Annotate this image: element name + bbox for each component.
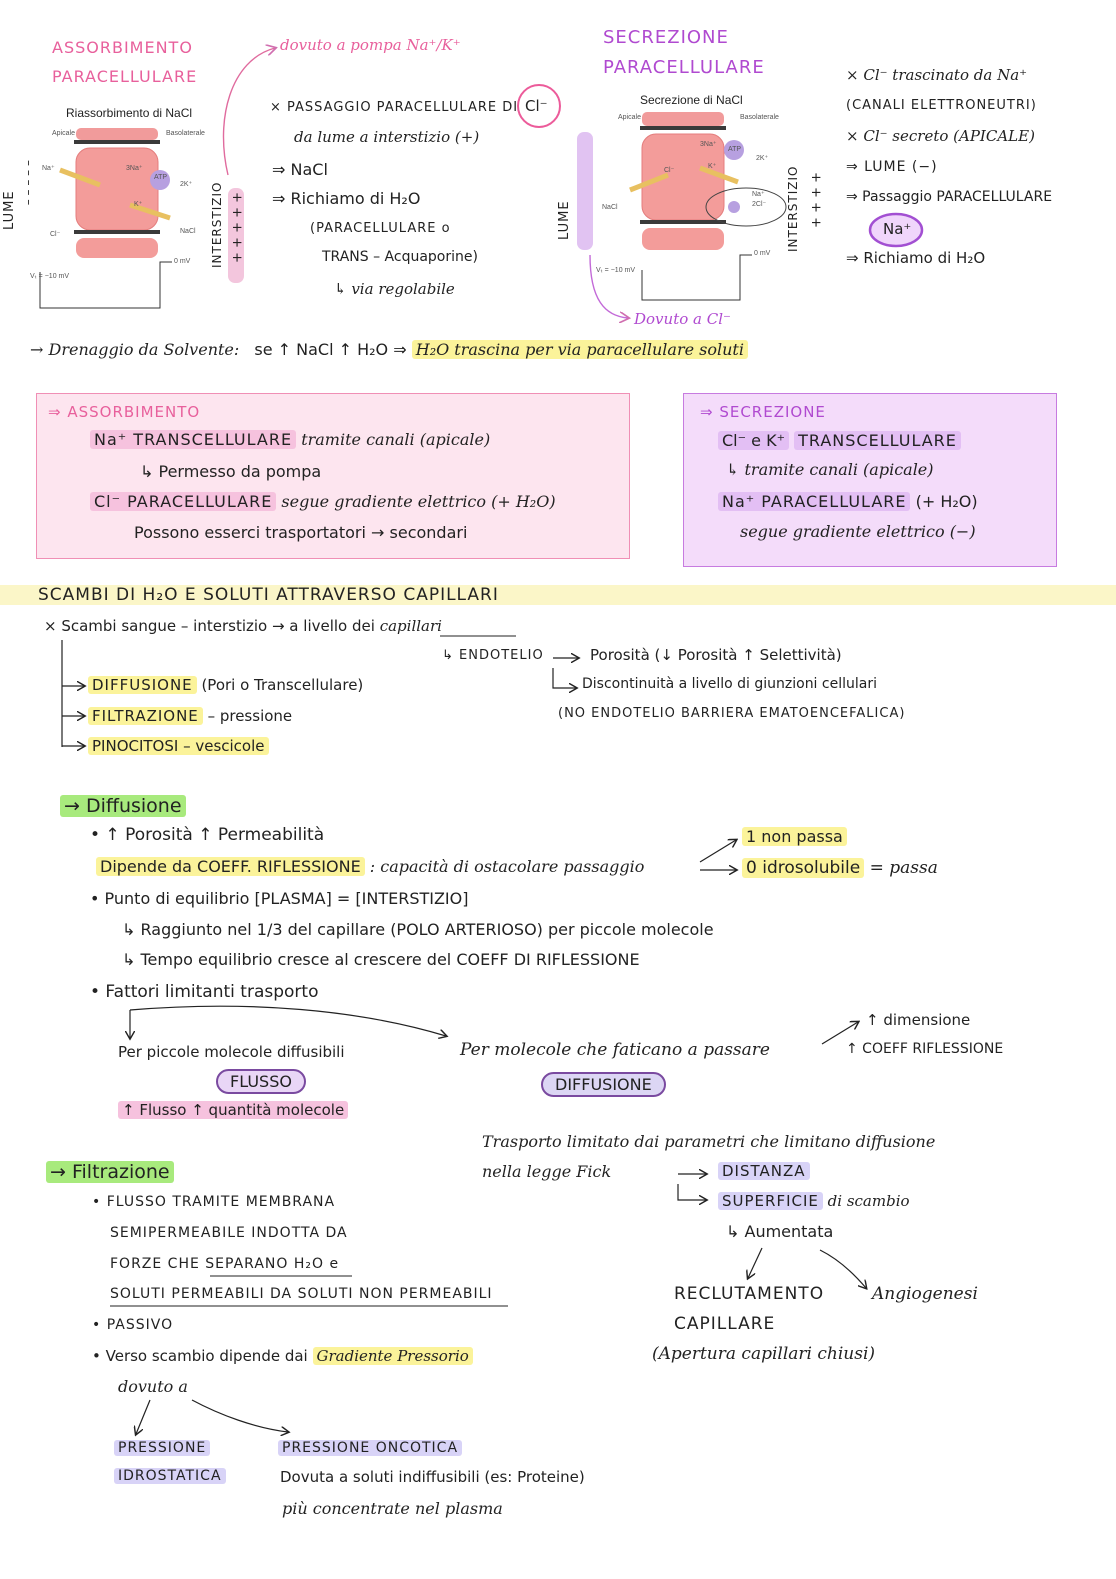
interstizio-label: INTERSTIZIO bbox=[210, 181, 224, 268]
scambi-diffusione-note: (Pori o Transcellulare) bbox=[201, 676, 364, 694]
box-sec-title: ⇒ SECREZIONE bbox=[700, 403, 826, 421]
scambi-endotelio: ↳ ENDOTELIO bbox=[442, 648, 544, 663]
box-sec-line-2: ↳ tramite canali (apicale) bbox=[726, 460, 934, 479]
sec-fig-atp: ATP bbox=[728, 146, 742, 153]
filtrazione-f3a: FORZE CHE bbox=[110, 1256, 200, 1272]
diffusione-b4: • Fattori limitanti trasporto bbox=[90, 982, 319, 1002]
diffusione-b3-2: ↳ Tempo equilibrio cresce al crescere del COEFF DI RIFLESSIONE bbox=[122, 950, 640, 969]
fick-1: Trasporto limitato dai parametri che limitano diffusione bbox=[482, 1132, 936, 1151]
filtrazione-f1: • FLUSSO TRAMITE MEMBRANA bbox=[92, 1194, 336, 1210]
diffusione-heading: → Diffusione bbox=[60, 795, 186, 817]
sec-point-7: ⇒ Richiamo di H₂O bbox=[846, 249, 986, 267]
abs-point-7: ↳ via regolabile bbox=[334, 280, 455, 298]
sec-fig-baso: Basolaterale bbox=[740, 114, 779, 121]
aumentata: ↳ Aumentata bbox=[726, 1222, 834, 1241]
box-sec-line-4: segue gradiente elettrico (−) bbox=[740, 522, 976, 541]
diffusione-b2a: Dipende da COEFF. RIFLESSIONE bbox=[96, 857, 365, 876]
abs-title-1: ASSORBIMENTO bbox=[52, 38, 193, 57]
scambi-no-endotelio: (NO ENDOTELIO BARRIERA EMATOENCEFALICA) bbox=[558, 706, 906, 721]
sec-title-2: PARACELLULARE bbox=[603, 57, 765, 78]
sec-fig-2k: 2K⁺ bbox=[756, 155, 769, 162]
filtrazione-f6b: Gradiente Pressorio bbox=[313, 1347, 473, 1365]
sec-fig-apicale: Apicale bbox=[618, 114, 641, 121]
distanza: DISTANZA bbox=[718, 1162, 810, 1180]
lume-signs: – – – – – bbox=[22, 160, 36, 206]
abs-fig-k: K⁺ bbox=[134, 201, 143, 208]
box-sec-l3b: (+ H₂O) bbox=[915, 492, 978, 511]
abs-title-2: PARACELLULARE bbox=[52, 67, 198, 86]
coeff-0: 0 idrosolubile bbox=[742, 858, 864, 878]
abs-fig-3na: 3Na⁺ bbox=[126, 165, 143, 172]
flusso-note: ↑ Flusso ↑ quantità molecole bbox=[118, 1101, 348, 1119]
sec-fig-k: K⁺ bbox=[708, 163, 717, 170]
flusso-oval: FLUSSO bbox=[216, 1069, 306, 1094]
scambi-filtrazione-line bbox=[88, 707, 292, 725]
sec-point-3: × Cl⁻ secreto (APICALE) bbox=[846, 127, 1035, 145]
pressione-idro-2: IDROSTATICA bbox=[114, 1468, 226, 1484]
sec-fig-0mv: 0 mV bbox=[754, 250, 771, 257]
box-abs-line-4: Possono esserci trasportatori → secondari bbox=[134, 523, 468, 542]
scambi-capillari: capillari bbox=[379, 617, 442, 635]
sec-fig-vt: Vₜ = −10 mV bbox=[596, 267, 636, 274]
box-sec-line-1 bbox=[718, 431, 961, 450]
lume-label: LUME bbox=[2, 190, 17, 230]
drenaggio-text: se ↑ NaCl ↑ H₂O ⇒ bbox=[254, 340, 407, 359]
plus-signs: + + + + + bbox=[229, 192, 244, 263]
sec-point-4: ⇒ LUME (−) bbox=[846, 159, 938, 175]
box-abs-l3a: Cl⁻ PARACELLULARE bbox=[90, 492, 276, 511]
box-abs-line-3 bbox=[90, 492, 556, 511]
dovuto-cl: Dovuto a Cl⁻ bbox=[634, 310, 731, 328]
sec-fig-title: Secrezione di NaCl bbox=[640, 93, 743, 107]
abs-fig-vt: Vₜ = −10 mV bbox=[30, 273, 70, 280]
abs-fig-apicale: Apicale bbox=[52, 130, 75, 137]
box-abs-line-2: ↳ Permesso da pompa bbox=[140, 462, 322, 481]
abs-point-5: (PARACELLULARE o bbox=[310, 221, 451, 236]
superficie-line bbox=[718, 1192, 910, 1210]
sec-fig-cl: Cl⁻ bbox=[664, 167, 675, 174]
scambi-line-1 bbox=[44, 617, 442, 635]
filtrazione-heading: → Filtrazione bbox=[46, 1161, 174, 1183]
sec-fig-na: Na⁺ bbox=[752, 191, 765, 198]
diffusione-b2b: : capacità di ostacolare passaggio bbox=[369, 857, 645, 876]
angiogenesi: Angiogenesi bbox=[872, 1284, 978, 1304]
sec-point-5: ⇒ Passaggio PARACELLULARE bbox=[846, 189, 1053, 205]
abs-fig-atp: ATP bbox=[154, 174, 168, 181]
diffusione-oval: DIFFUSIONE bbox=[541, 1072, 666, 1097]
coeff-0-b: = passa bbox=[869, 858, 938, 878]
diffusione-b3: • Punto di equilibrio [PLASMA] = [INTERSTIZIO] bbox=[90, 889, 469, 908]
filtrazione-dovuto: dovuto a bbox=[118, 1377, 188, 1396]
abs-fig-cl: Cl⁻ bbox=[50, 231, 61, 238]
dimensione: ↑ dimensione bbox=[866, 1011, 971, 1029]
abs-point-1-ion: Cl⁻ bbox=[525, 97, 548, 115]
box-abs-title: ⇒ ASSORBIMENTO bbox=[48, 403, 201, 421]
fick-2: nella legge Fick bbox=[482, 1162, 612, 1181]
scambi-pinocitosi: PINOCITOSI – vescicole bbox=[88, 737, 269, 755]
box-sec-l1b: TRANSCELLULARE bbox=[794, 431, 961, 450]
abs-fig-baso: Basolaterale bbox=[166, 130, 205, 137]
onco-note-2: più concentrate nel plasma bbox=[282, 1499, 503, 1518]
coeff-1: 1 non passa bbox=[742, 827, 847, 846]
sec-plus-signs: + + + + bbox=[808, 172, 823, 228]
scambi-porosita: Porosità (↓ Porosità ↑ Selettività) bbox=[590, 646, 842, 664]
abs-fig-title: Riassorbimento di NaCl bbox=[66, 106, 193, 120]
filtrazione-f6 bbox=[92, 1347, 473, 1365]
sec-interstizio-label: INTERSTIZIO bbox=[786, 165, 800, 252]
box-abs-l3b: segue gradiente elettrico (+ H₂O) bbox=[281, 492, 556, 511]
abs-point-2: da lume a interstizio (+) bbox=[294, 128, 480, 146]
drenaggio-line bbox=[30, 340, 748, 359]
sec-point-6: Na⁺ bbox=[883, 220, 912, 238]
box-abs-line-1 bbox=[90, 430, 490, 449]
filtrazione-f4: SOLUTI PERMEABILI DA SOLUTI NON PERMEABILI bbox=[110, 1286, 493, 1302]
pressione-onco: PRESSIONE ONCOTICA bbox=[278, 1440, 462, 1456]
big-molecules: Per molecole che faticano a passare bbox=[460, 1040, 770, 1060]
abs-fig-na: Na⁺ bbox=[42, 165, 55, 172]
small-molecules: Per piccole molecole diffusibili bbox=[118, 1043, 345, 1061]
filtrazione-f3 bbox=[110, 1256, 339, 1272]
diffusione-b1: • ↑ Porosità ↑ Permeabilità bbox=[90, 825, 325, 845]
apertura: (Apertura capillari chiusi) bbox=[652, 1344, 876, 1364]
sec-fig-nacl: NaCl bbox=[602, 204, 618, 211]
abs-fig-0mv: 0 mV bbox=[174, 258, 191, 265]
coeff-0-line bbox=[742, 858, 938, 878]
abs-point-3: ⇒ NaCl bbox=[272, 160, 328, 179]
superficie-b: di scambio bbox=[827, 1192, 910, 1210]
reclutamento: RECLUTAMENTO bbox=[674, 1284, 825, 1304]
pressione-idro-1: PRESSIONE bbox=[114, 1440, 210, 1456]
sec-lume-label: LUME bbox=[557, 200, 572, 240]
drenaggio-label: → Drenaggio da Solvente: bbox=[30, 340, 240, 359]
pump-note: dovuto a pompa Na⁺/K⁺ bbox=[280, 36, 461, 54]
filtrazione-f2: SEMIPERMEABILE INDOTTA DA bbox=[110, 1225, 348, 1241]
absorption-cell-diagram bbox=[40, 128, 172, 308]
scambi-discontinuita: Discontinuità a livello di giunzioni cellulari bbox=[582, 676, 877, 692]
abs-point-6: TRANS – Acquaporine) bbox=[322, 249, 478, 265]
filtrazione-f6a: • Verso scambio dipende dai bbox=[92, 1347, 308, 1365]
box-sec-l1a: Cl⁻ e K⁺ bbox=[718, 431, 789, 450]
box-abs-l1a: Na⁺ TRANSCELLULARE bbox=[90, 430, 296, 449]
abs-fig-nacl: NaCl bbox=[180, 228, 196, 235]
filtrazione-f3b: SEPARANO H₂O e bbox=[205, 1256, 340, 1272]
scambi-diffusione-line bbox=[88, 676, 363, 694]
sec-point-2: (CANALI ELETTRONEUTRI) bbox=[846, 98, 1037, 113]
scambi-diffusione: DIFFUSIONE bbox=[88, 676, 197, 694]
onco-note-1: Dovuta a soluti indiffusibili (es: Proteine) bbox=[280, 1468, 585, 1486]
box-sec-l3a: Na⁺ PARACELLULARE bbox=[718, 492, 910, 511]
scambi-filtrazione: FILTRAZIONE bbox=[88, 707, 203, 725]
sec-title-1: SECREZIONE bbox=[603, 27, 729, 48]
abs-point-1: × PASSAGGIO PARACELLULARE DI bbox=[270, 100, 519, 115]
abs-point-4: ⇒ Richiamo di H₂O bbox=[272, 189, 421, 208]
coeff-riflessione: ↑ COEFF RIFLESSIONE bbox=[846, 1041, 1004, 1057]
box-abs-l1b: tramite canali (apicale) bbox=[301, 430, 491, 449]
superficie: SUPERFICIE bbox=[718, 1192, 823, 1210]
diffusione-b2 bbox=[96, 857, 644, 876]
box-sec-line-3 bbox=[718, 492, 978, 511]
scambi-line-1-text: × Scambi sangue – interstizio → a livello dei bbox=[44, 617, 375, 635]
drenaggio-highlight: H₂O trascina per via paracellulare soluti bbox=[412, 340, 748, 359]
scambi-filtrazione-note: – pressione bbox=[207, 707, 293, 725]
abs-fig-2k: 2K⁺ bbox=[180, 181, 193, 188]
diffusione-b3-1: ↳ Raggiunto nel 1/3 del capillare (POLO ARTERIOSO) per piccole molecole bbox=[122, 920, 714, 939]
scambi-heading: SCAMBI DI H₂O E SOLUTI ATTRAVERSO CAPILLARI bbox=[38, 585, 499, 605]
sec-fig-3na: 3Na⁺ bbox=[700, 141, 717, 148]
sec-fig-2cl: 2Cl⁻ bbox=[752, 201, 767, 208]
sec-point-1: × Cl⁻ trascinato da Na⁺ bbox=[846, 66, 1028, 84]
filtrazione-f5: • PASSIVO bbox=[92, 1317, 174, 1333]
capillare: CAPILLARE bbox=[674, 1314, 776, 1334]
